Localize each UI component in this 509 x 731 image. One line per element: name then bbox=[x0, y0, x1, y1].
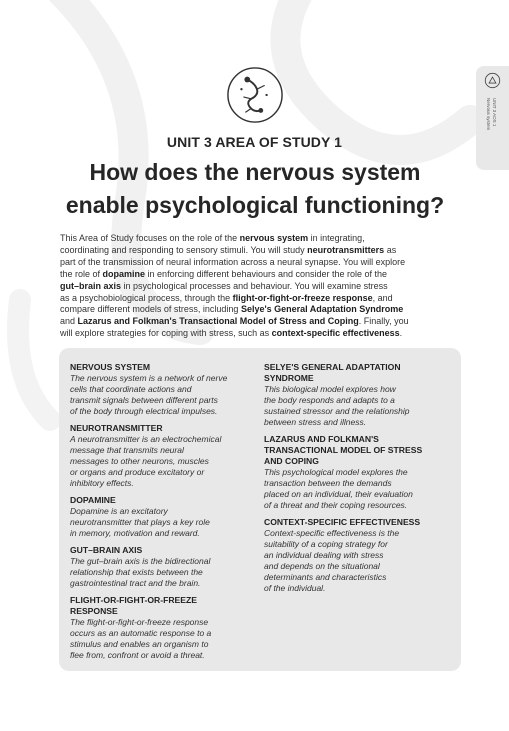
glossary-entry bbox=[264, 517, 454, 594]
intro-line bbox=[60, 281, 462, 293]
glossary-entry bbox=[70, 545, 260, 589]
glossary-definition: Dopamine is an excitatory neurotransmitter that plays a key role in memory, motivation and reward. bbox=[70, 506, 210, 538]
intro-key-term: Selye's General Adaptation Syndrome bbox=[240, 304, 404, 315]
glossary-definition: Context-specific effectiveness is the suitability of a coping strategy for an individual dealing with stress and depends on the situational determinants and characteristics of the individual. bbox=[264, 528, 400, 593]
intro-line bbox=[60, 328, 462, 340]
glossary-definition: The flight-or-fight-or-freeze response occurs as an automatic response to a stimulus and enables an organism to flee from, confront or avoid a threat. bbox=[70, 617, 212, 660]
glossary-definition: The gut–brain axis is the bidirectional relationship that exists between the gastrointestinal tract and the brain. bbox=[70, 556, 211, 588]
glossary-definition: This biological model explores how the body responds and adapts to a sustained stressor and the relationship between stress and illness. bbox=[264, 384, 410, 427]
neuron-emblem-icon bbox=[226, 66, 284, 124]
glossary-entry bbox=[70, 362, 260, 417]
intro-text: coordinating and responding to sensory stimuli. You will study bbox=[60, 244, 308, 255]
glossary-term: CONTEXT-SPECIFIC EFFECTIVENESS bbox=[264, 517, 421, 527]
intro-paragraph bbox=[60, 233, 462, 340]
glossary-entry bbox=[70, 495, 260, 539]
intro-key-term: gut–brain axis bbox=[60, 280, 122, 291]
intro-line bbox=[60, 293, 462, 305]
glossary-panel bbox=[59, 348, 461, 671]
intro-key-term: neurotransmitters bbox=[307, 244, 385, 255]
intro-line bbox=[60, 257, 462, 269]
side-tab-label: UNIT 3 AOS 1 Nervous system bbox=[486, 98, 497, 131]
intro-line bbox=[60, 316, 462, 328]
glossary-term: DOPAMINE bbox=[70, 495, 116, 505]
page-title bbox=[40, 156, 470, 222]
intro-line bbox=[60, 269, 462, 281]
intro-text: as bbox=[384, 244, 397, 255]
glossary-entry bbox=[70, 423, 260, 489]
intro-text: compare different models of stress, including bbox=[60, 304, 241, 315]
intro-text: as a psychobiological process, through the bbox=[60, 292, 233, 303]
intro-text: . bbox=[399, 328, 403, 339]
glossary-term: LAZARUS AND FOLKMAN'S TRANSACTIONAL MODEL OF STRESS AND COPING bbox=[264, 434, 423, 466]
intro-key-term: Lazarus and Folkman's Transactional Model of Stress and Coping bbox=[77, 316, 359, 327]
glossary-entry bbox=[70, 595, 260, 661]
intro-text: This Area of Study focuses on the role of the bbox=[60, 233, 240, 243]
glossary-definition: The nervous system is a network of nerve cells that coordinate actions and transmit signals between different parts of the body through electrical impulses. bbox=[70, 373, 228, 416]
intro-line bbox=[60, 304, 462, 316]
intro-text: will explore strategies for coping with stress, such as bbox=[60, 328, 272, 339]
glossary-entry bbox=[264, 434, 454, 511]
glossary-column-right bbox=[264, 362, 454, 600]
intro-key-term: nervous system bbox=[239, 233, 309, 243]
unit-heading: UNIT 3 AREA OF STUDY 1 bbox=[166, 134, 343, 150]
intro-text: in integrating, bbox=[308, 233, 365, 243]
intro-key-term: flight-or-fight-or-freeze response bbox=[232, 292, 373, 303]
glossary-term: SELYE'S GENERAL ADAPTATION SYNDROME bbox=[264, 362, 401, 383]
intro-text: part of the transmission of neural information across a neural synapse. You will explore bbox=[60, 256, 406, 267]
intro-key-term: dopamine bbox=[102, 268, 146, 279]
glossary-definition: This psychological model explores the transaction between the demands placed on an individual, their evaluation of a threat and their coping resources. bbox=[264, 467, 413, 510]
intro-text: and bbox=[60, 316, 78, 327]
glossary-term: NERVOUS SYSTEM bbox=[70, 362, 151, 372]
glossary-term: FLIGHT-OR-FIGHT-OR-FREEZE RESPONSE bbox=[70, 595, 197, 616]
glossary-term: GUT–BRAIN AXIS bbox=[70, 545, 143, 555]
intro-key-term: context-specific effectiveness bbox=[271, 328, 400, 339]
intro-text: . Finally, you bbox=[358, 316, 409, 327]
glossary-column-left bbox=[70, 362, 260, 667]
glossary-term: NEUROTRANSMITTER bbox=[70, 423, 163, 433]
title-line: How does the nervous system bbox=[89, 159, 421, 185]
intro-text: the role of bbox=[60, 268, 103, 279]
title-line: enable psychological functioning? bbox=[65, 192, 445, 218]
intro-line bbox=[60, 233, 462, 245]
intro-text: in enforcing different behaviours and consider the role of the bbox=[145, 268, 388, 279]
intro-text: in psychological processes and behaviour. You will examine stress bbox=[121, 280, 388, 291]
section-side-tab bbox=[476, 66, 509, 170]
intro-line bbox=[60, 245, 462, 257]
glossary-definition: A neurotransmitter is an electrochemical message that transmits neural messages to other neurons, muscles or organs and produce excitatory or inhibitory effects. bbox=[70, 434, 222, 488]
glossary-entry bbox=[264, 362, 454, 428]
intro-text: , and bbox=[372, 292, 393, 303]
brain-circle-icon bbox=[484, 72, 501, 89]
